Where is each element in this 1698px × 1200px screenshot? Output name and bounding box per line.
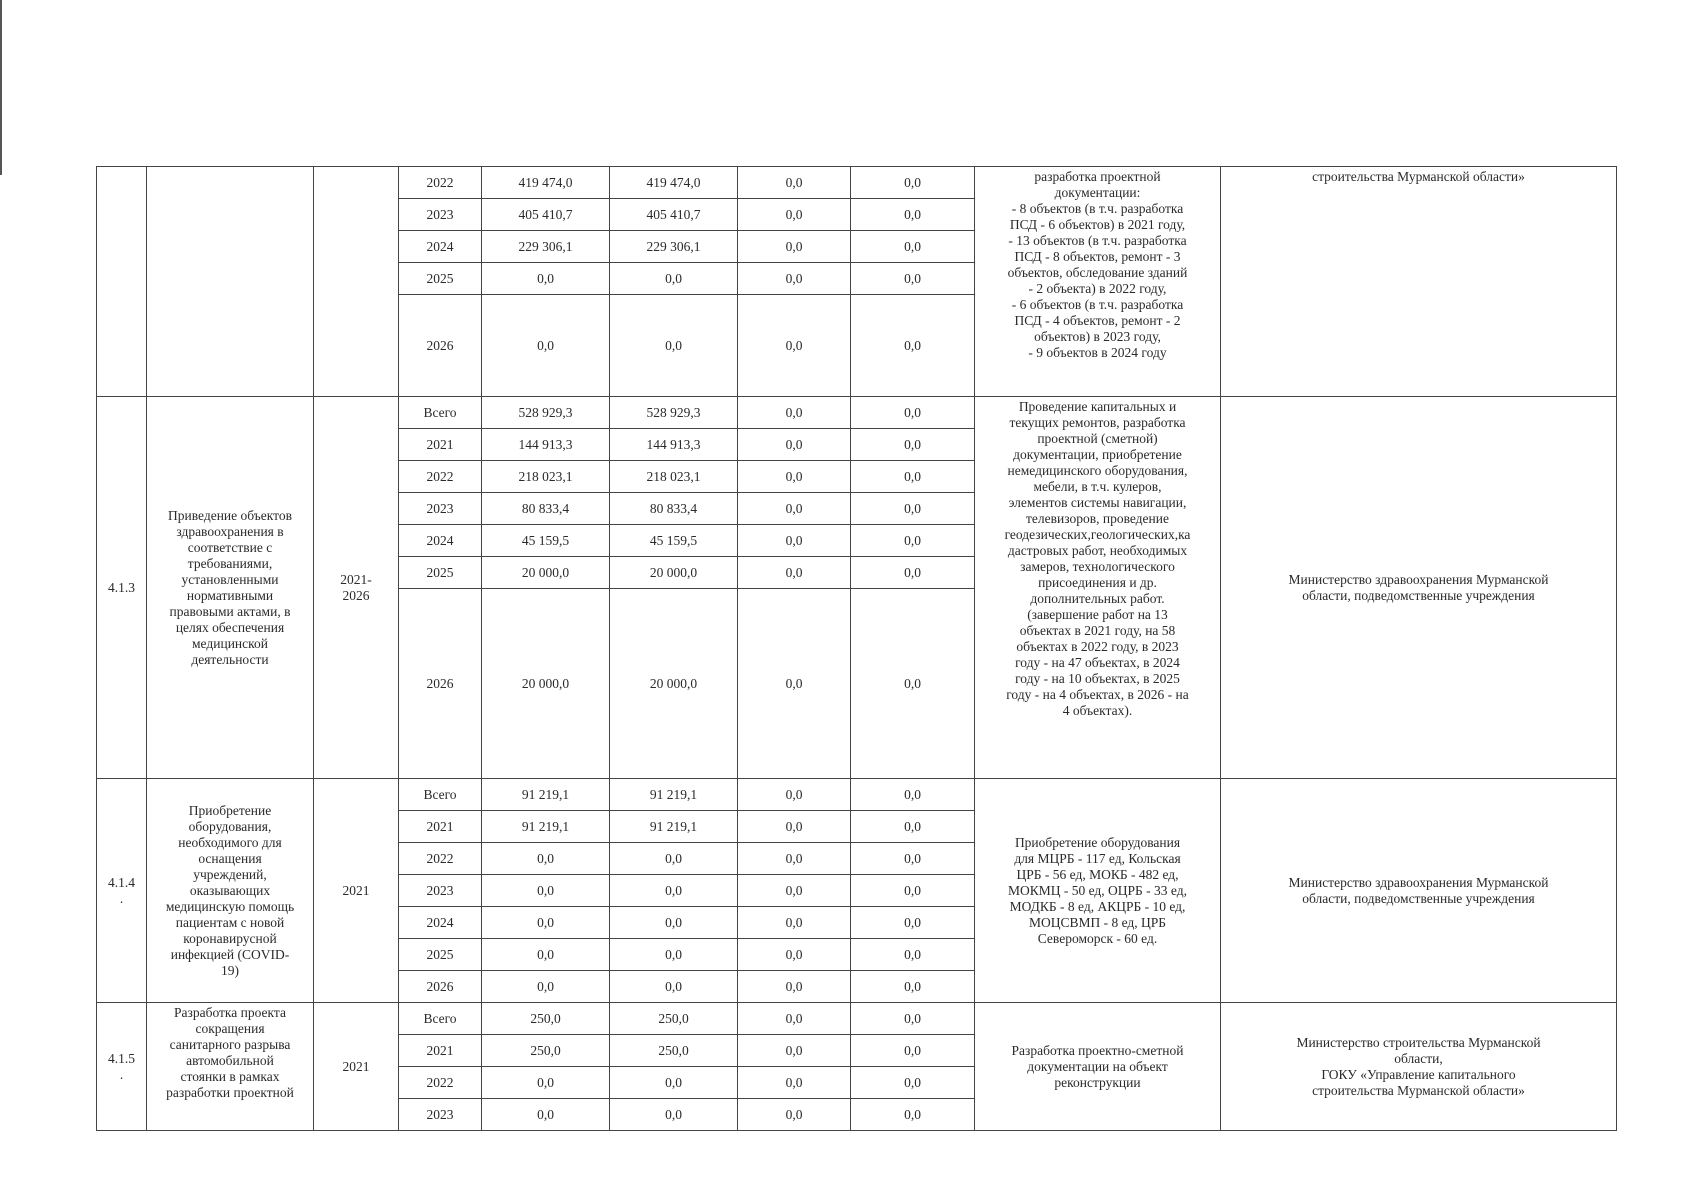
year-cell: 2025 bbox=[399, 263, 482, 295]
federal-budget-cell: 0,0 bbox=[738, 231, 851, 263]
year-cell: Всего bbox=[399, 397, 482, 429]
federal-budget-cell: 0,0 bbox=[738, 1035, 851, 1067]
regional-budget-cell: 250,0 bbox=[610, 1035, 738, 1067]
federal-budget-cell: 0,0 bbox=[738, 493, 851, 525]
item-executor: строительства Мурманской области» bbox=[1221, 167, 1617, 397]
total-cell: 0,0 bbox=[482, 843, 610, 875]
item-period bbox=[314, 167, 399, 397]
federal-budget-cell: 0,0 bbox=[738, 461, 851, 493]
item-description: Приобретение оборудования для МЦРБ - 117 ед, Кольская ЦРБ - 56 ед, МОКБ - 482 ед, МОКМЦ - 50 ед, ОЦРБ - 33 ед, МОДКБ - 8 ед, АКЦРБ - 10 ед, МОЦСВМП - 8 ед, ЦРБ Североморск - 60 ед. bbox=[975, 779, 1221, 1003]
other-sources-cell: 0,0 bbox=[851, 493, 975, 525]
year-cell: 2023 bbox=[399, 493, 482, 525]
regional-budget-cell: 0,0 bbox=[610, 971, 738, 1003]
regional-budget-cell: 20 000,0 bbox=[610, 557, 738, 589]
total-cell: 0,0 bbox=[482, 263, 610, 295]
year-cell: 2022 bbox=[399, 461, 482, 493]
item-description: разработка проектной документации: - 8 объектов (в т.ч. разработка ПСД - 6 объектов) в 2021 году, - 13 объектов (в т.ч. разработка ПСД - 8 объектов, ремонт - 3 объектов, обследование зданий - 2 объекта) в 2022 году, - 6 объектов (в т.ч. разработка ПСД - 4 объектов, ремонт - 2 объектов) в 2023 году, - 9 объектов в 2024 году bbox=[975, 167, 1221, 397]
item-code: 4.1.4 . bbox=[97, 779, 147, 1003]
regional-budget-cell: 0,0 bbox=[610, 843, 738, 875]
total-cell: 91 219,1 bbox=[482, 779, 610, 811]
other-sources-cell: 0,0 bbox=[851, 167, 975, 199]
year-cell: 2025 bbox=[399, 557, 482, 589]
other-sources-cell: 0,0 bbox=[851, 589, 975, 779]
regional-budget-cell: 0,0 bbox=[610, 1099, 738, 1131]
other-sources-cell: 0,0 bbox=[851, 1067, 975, 1099]
federal-budget-cell: 0,0 bbox=[738, 875, 851, 907]
year-cell: 2022 bbox=[399, 167, 482, 199]
federal-budget-cell: 0,0 bbox=[738, 1099, 851, 1131]
federal-budget-cell: 0,0 bbox=[738, 397, 851, 429]
regional-budget-cell: 0,0 bbox=[610, 263, 738, 295]
item-executor: Министерство строительства Мурманской области, ГОКУ «Управление капитального строительства Мурманской области» bbox=[1221, 1003, 1617, 1131]
item-code: 4.1.3 bbox=[97, 397, 147, 779]
table-row bbox=[97, 167, 1617, 199]
regional-budget-cell: 144 913,3 bbox=[610, 429, 738, 461]
regional-budget-cell: 528 929,3 bbox=[610, 397, 738, 429]
total-cell: 218 023,1 bbox=[482, 461, 610, 493]
federal-budget-cell: 0,0 bbox=[738, 589, 851, 779]
table-body bbox=[97, 167, 1617, 1131]
total-cell: 45 159,5 bbox=[482, 525, 610, 557]
federal-budget-cell: 0,0 bbox=[738, 971, 851, 1003]
regional-budget-cell: 218 023,1 bbox=[610, 461, 738, 493]
federal-budget-cell: 0,0 bbox=[738, 525, 851, 557]
regional-budget-cell: 419 474,0 bbox=[610, 167, 738, 199]
federal-budget-cell: 0,0 bbox=[738, 779, 851, 811]
table-row bbox=[97, 397, 1617, 429]
total-cell: 0,0 bbox=[482, 939, 610, 971]
federal-budget-cell: 0,0 bbox=[738, 557, 851, 589]
year-cell: 2021 bbox=[399, 429, 482, 461]
other-sources-cell: 0,0 bbox=[851, 939, 975, 971]
year-cell: 2023 bbox=[399, 199, 482, 231]
total-cell: 20 000,0 bbox=[482, 589, 610, 779]
other-sources-cell: 0,0 bbox=[851, 1035, 975, 1067]
total-cell: 250,0 bbox=[482, 1035, 610, 1067]
year-cell: Всего bbox=[399, 1003, 482, 1035]
other-sources-cell: 0,0 bbox=[851, 811, 975, 843]
table-row bbox=[97, 1003, 1617, 1035]
item-period: 2021 bbox=[314, 779, 399, 1003]
item-name: Приведение объектов здравоохранения в соответствие с требованиями, установленными нормативными правовыми актами, в целях обеспечения медицинской деятельности bbox=[147, 397, 314, 779]
item-name: Приобретение оборудования, необходимого для оснащения учреждений, оказывающих медицинскую помощь пациентам с новой коронавирусной инфекцией (COVID- 19) bbox=[147, 779, 314, 1003]
total-cell: 0,0 bbox=[482, 875, 610, 907]
year-cell: 2024 bbox=[399, 907, 482, 939]
year-cell: 2024 bbox=[399, 525, 482, 557]
total-cell: 419 474,0 bbox=[482, 167, 610, 199]
regional-budget-cell: 0,0 bbox=[610, 939, 738, 971]
funding-table bbox=[96, 166, 1617, 1131]
item-name bbox=[147, 167, 314, 397]
year-cell: 2021 bbox=[399, 1035, 482, 1067]
total-cell: 0,0 bbox=[482, 907, 610, 939]
other-sources-cell: 0,0 bbox=[851, 231, 975, 263]
year-cell: 2021 bbox=[399, 811, 482, 843]
year-cell: 2023 bbox=[399, 1099, 482, 1131]
regional-budget-cell: 91 219,1 bbox=[610, 779, 738, 811]
other-sources-cell: 0,0 bbox=[851, 525, 975, 557]
federal-budget-cell: 0,0 bbox=[738, 1067, 851, 1099]
other-sources-cell: 0,0 bbox=[851, 1003, 975, 1035]
other-sources-cell: 0,0 bbox=[851, 263, 975, 295]
federal-budget-cell: 0,0 bbox=[738, 263, 851, 295]
regional-budget-cell: 0,0 bbox=[610, 875, 738, 907]
other-sources-cell: 0,0 bbox=[851, 971, 975, 1003]
year-cell: 2022 bbox=[399, 1067, 482, 1099]
other-sources-cell: 0,0 bbox=[851, 1099, 975, 1131]
item-name: Разработка проекта сокращения санитарного разрыва автомобильной стоянки в рамках разработки проектной bbox=[147, 1003, 314, 1131]
federal-budget-cell: 0,0 bbox=[738, 199, 851, 231]
federal-budget-cell: 0,0 bbox=[738, 1003, 851, 1035]
scan-edge-mark bbox=[0, 0, 2, 175]
item-code bbox=[97, 167, 147, 397]
item-executor: Министерство здравоохранения Мурманской области, подведомственные учреждения bbox=[1221, 779, 1617, 1003]
federal-budget-cell: 0,0 bbox=[738, 811, 851, 843]
other-sources-cell: 0,0 bbox=[851, 557, 975, 589]
other-sources-cell: 0,0 bbox=[851, 875, 975, 907]
regional-budget-cell: 0,0 bbox=[610, 907, 738, 939]
item-description: Проведение капитальных и текущих ремонтов, разработка проектной (сметной) документации, приобретение немедицинского оборудования, мебели, в т.ч. кулеров, элементов системы навигации, телевизоров, проведение геодезических,геологических,ка дастровых работ, необходимых замеров, технологического присоединения и др. дополнительных работ. (завершение работ на 13 объектах в 2021 году, на 58 объектах в 2022 году, в 2023 году - на 47 объектах, в 2024 году - на 10 объектах, в 2025 году - на 4 объектах, в 2026 - на 4 объектах). bbox=[975, 397, 1221, 779]
item-executor: Министерство здравоохранения Мурманской области, подведомственные учреждения bbox=[1221, 397, 1617, 779]
item-description: Разработка проектно-сметной документации на объект реконструкции bbox=[975, 1003, 1221, 1131]
total-cell: 528 929,3 bbox=[482, 397, 610, 429]
total-cell: 0,0 bbox=[482, 295, 610, 397]
federal-budget-cell: 0,0 bbox=[738, 907, 851, 939]
year-cell: 2024 bbox=[399, 231, 482, 263]
regional-budget-cell: 250,0 bbox=[610, 1003, 738, 1035]
total-cell: 0,0 bbox=[482, 1099, 610, 1131]
regional-budget-cell: 229 306,1 bbox=[610, 231, 738, 263]
year-cell: 2023 bbox=[399, 875, 482, 907]
other-sources-cell: 0,0 bbox=[851, 295, 975, 397]
other-sources-cell: 0,0 bbox=[851, 461, 975, 493]
year-cell: Всего bbox=[399, 779, 482, 811]
regional-budget-cell: 80 833,4 bbox=[610, 493, 738, 525]
federal-budget-cell: 0,0 bbox=[738, 429, 851, 461]
total-cell: 250,0 bbox=[482, 1003, 610, 1035]
other-sources-cell: 0,0 bbox=[851, 843, 975, 875]
other-sources-cell: 0,0 bbox=[851, 907, 975, 939]
total-cell: 0,0 bbox=[482, 1067, 610, 1099]
total-cell: 144 913,3 bbox=[482, 429, 610, 461]
year-cell: 2026 bbox=[399, 589, 482, 779]
federal-budget-cell: 0,0 bbox=[738, 843, 851, 875]
other-sources-cell: 0,0 bbox=[851, 779, 975, 811]
year-cell: 2022 bbox=[399, 843, 482, 875]
total-cell: 0,0 bbox=[482, 971, 610, 1003]
year-cell: 2026 bbox=[399, 295, 482, 397]
total-cell: 20 000,0 bbox=[482, 557, 610, 589]
regional-budget-cell: 20 000,0 bbox=[610, 589, 738, 779]
year-cell: 2026 bbox=[399, 971, 482, 1003]
item-period: 2021- 2026 bbox=[314, 397, 399, 779]
regional-budget-cell: 91 219,1 bbox=[610, 811, 738, 843]
table-row bbox=[97, 779, 1617, 811]
regional-budget-cell: 45 159,5 bbox=[610, 525, 738, 557]
item-code: 4.1.5 . bbox=[97, 1003, 147, 1131]
regional-budget-cell: 405 410,7 bbox=[610, 199, 738, 231]
regional-budget-cell: 0,0 bbox=[610, 295, 738, 397]
federal-budget-cell: 0,0 bbox=[738, 167, 851, 199]
year-cell: 2025 bbox=[399, 939, 482, 971]
other-sources-cell: 0,0 bbox=[851, 199, 975, 231]
total-cell: 80 833,4 bbox=[482, 493, 610, 525]
other-sources-cell: 0,0 bbox=[851, 397, 975, 429]
total-cell: 405 410,7 bbox=[482, 199, 610, 231]
total-cell: 229 306,1 bbox=[482, 231, 610, 263]
regional-budget-cell: 0,0 bbox=[610, 1067, 738, 1099]
federal-budget-cell: 0,0 bbox=[738, 939, 851, 971]
total-cell: 91 219,1 bbox=[482, 811, 610, 843]
other-sources-cell: 0,0 bbox=[851, 429, 975, 461]
federal-budget-cell: 0,0 bbox=[738, 295, 851, 397]
item-period: 2021 bbox=[314, 1003, 399, 1131]
